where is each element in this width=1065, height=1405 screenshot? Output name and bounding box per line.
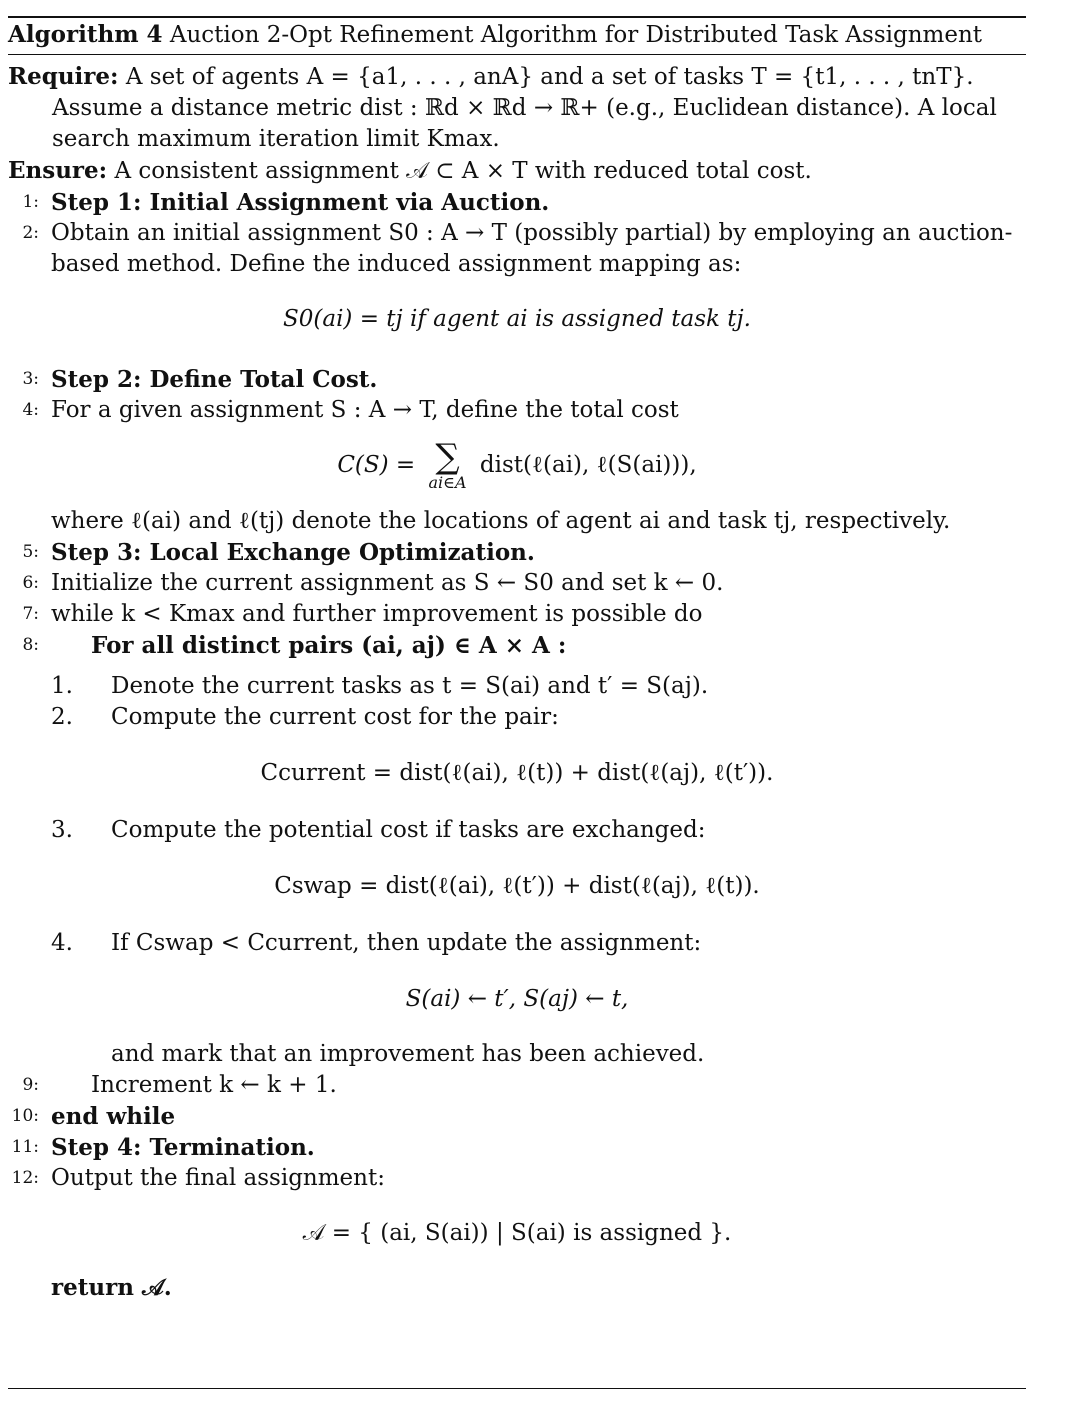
line-text: Increment k ← k + 1. [91, 1072, 337, 1098]
substep-number: 3. [51, 817, 73, 843]
line-11 [8, 1132, 1026, 1163]
require-clause [8, 61, 1026, 155]
substep-2 [8, 702, 1026, 733]
eq-rhs: dist(ℓ(ai), ℓ(S(ai))), [479, 452, 697, 478]
line-number: 2: [22, 223, 39, 243]
substep-text: Compute the current cost for the pair: [111, 704, 559, 730]
ensure-label: Ensure: [8, 157, 108, 184]
line-number: 5: [22, 542, 39, 562]
bottom-rule [8, 1388, 1026, 1389]
line-number: 1: [22, 192, 39, 212]
line-8 [8, 630, 1026, 661]
line-text: end while [51, 1103, 176, 1130]
line-3 [8, 364, 1026, 395]
substep-number: 4. [51, 930, 73, 956]
line-10 [8, 1101, 1026, 1132]
line-7 [8, 599, 1026, 630]
substep-text: If Cswap < Ccurrent, then update the assignment: [111, 930, 702, 956]
equation-final-assignment: 𝒜 = { (ai, S(ai)) | S(ai) is assigned }. [302, 1220, 732, 1246]
substep-3 [8, 815, 1026, 846]
line-text: Output the final assignment: [51, 1165, 385, 1191]
line-number: 8: [22, 635, 39, 655]
line-number: 9: [22, 1075, 39, 1095]
equation-current-cost: Ccurrent = dist(ℓ(ai), ℓ(t)) + dist(ℓ(aj), ℓ(t′)). [260, 760, 774, 786]
ensure-clause [8, 155, 1026, 187]
line-5 [8, 537, 1026, 568]
line-text: For all distinct pairs (ai, aj) ∈ A × A : [91, 632, 567, 659]
line-text: Step 4: Termination. [51, 1134, 315, 1161]
line-number: 3: [22, 369, 39, 389]
line-number: 6: [22, 573, 39, 593]
line-1 [8, 187, 1026, 218]
where-clause: where ℓ(ai) and ℓ(tj) denote the locations of agent ai and task tj, respectively. [51, 508, 951, 534]
algorithm-box [8, 16, 1026, 1303]
line-number: 10: [11, 1106, 39, 1126]
line-6 [8, 568, 1026, 599]
line-9 [8, 1070, 1026, 1101]
line-text: while k < Kmax and further improvement is possible do [51, 601, 703, 627]
substep-1 [8, 671, 1026, 702]
require-label: Require: [8, 63, 119, 90]
ensure-text: A consistent assignment 𝒜 ⊂ A × T with reduced total cost. [114, 158, 812, 184]
caption-label: Algorithm 4 [8, 21, 163, 48]
require-text: A set of agents A = {a1, . . . , anA} and a set of tasks T = {t1, . . . , tnT}. Assume a distance metric dist : ℝd × ℝd → ℝ+ (e.g., Euclidean distance). A local search maximum iteration limit Kmax. [52, 64, 997, 152]
substep-number: 2. [51, 704, 73, 730]
line-number: 4: [22, 400, 39, 420]
line-text: Initialize the current assignment as S ← S0 and set k ← 0. [51, 570, 724, 596]
algorithm-caption [8, 18, 1026, 52]
line-text: Obtain an initial assignment S0 : A → T (possibly partial) by employing an auction-based method. Define the induced assignment mapping as: [51, 220, 1013, 277]
equation-swap-cost: Cswap = dist(ℓ(ai), ℓ(t′)) + dist(ℓ(aj), ℓ(t)). [274, 873, 760, 899]
substep-number: 1. [51, 673, 73, 699]
equation-initial-mapping: S0(ai) = tj if agent ai is assigned task tj. [283, 306, 751, 332]
improvement-note: and mark that an improvement has been achieved. [111, 1041, 705, 1067]
equation-update: S(ai) ← t′, S(aj) ← t, [405, 986, 629, 1012]
line-text: For a given assignment S : A → T, define the total cost [51, 397, 679, 423]
substep-text: Compute the potential cost if tasks are exchanged: [111, 817, 706, 843]
return-statement: return 𝒜. [51, 1274, 172, 1301]
line-12 [8, 1163, 1026, 1194]
caption-title: Auction 2-Opt Refinement Algorithm for Distributed Task Assignment [169, 22, 983, 48]
line-number: 7: [22, 604, 39, 624]
sigma-symbol: ∑ [435, 437, 460, 477]
line-text: Step 3: Local Exchange Optimization. [51, 539, 535, 566]
substep-text: Denote the current tasks as t = S(ai) and t′ = S(aj). [111, 673, 709, 699]
sum-operator [428, 437, 467, 492]
line-number: 11: [11, 1137, 39, 1157]
line-2 [8, 218, 1026, 280]
line-4 [8, 395, 1026, 426]
line-text: Step 1: Initial Assignment via Auction. [51, 189, 550, 216]
equation-total-cost [8, 437, 1026, 492]
line-text: Step 2: Define Total Cost. [51, 366, 378, 393]
substep-4 [8, 928, 1026, 959]
eq-lhs: C(S) = [337, 452, 416, 478]
sum-index: ai∈A [428, 473, 467, 492]
line-number: 12: [11, 1168, 39, 1188]
